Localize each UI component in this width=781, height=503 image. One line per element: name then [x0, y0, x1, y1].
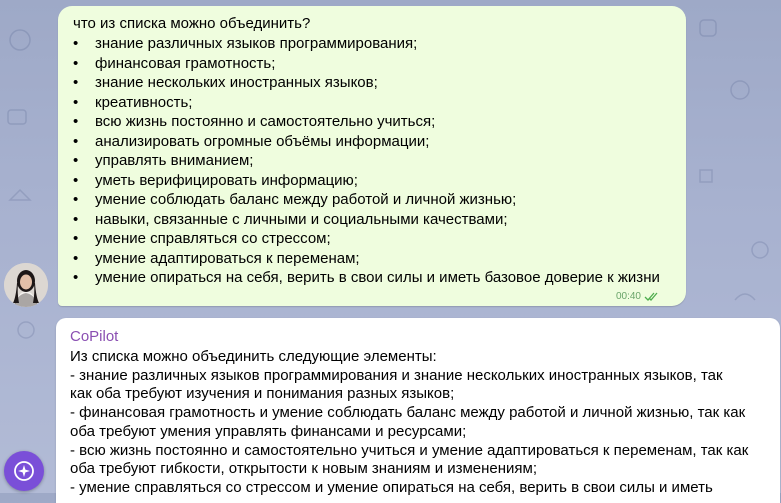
- message-line: как оба требуют изучения и понимания разных языков;: [70, 385, 455, 403]
- double-check-icon: [644, 292, 658, 301]
- list-item: [73, 93, 672, 113]
- avatar[interactable]: [4, 263, 48, 307]
- list-item-text: креативность;: [95, 93, 193, 111]
- bullet: •: [73, 249, 79, 267]
- bullet: •: [73, 54, 79, 72]
- list-item: [73, 249, 672, 269]
- list-item-text: уметь верифицировать информацию;: [95, 171, 358, 189]
- user-photo-icon: [4, 263, 48, 307]
- bullet: •: [73, 74, 79, 91]
- list-item-text: умение опираться на себя, верить в свои силы и иметь базовое доверие к жизни: [95, 269, 660, 286]
- bullet-list: [73, 34, 672, 288]
- bullet: •: [73, 230, 79, 247]
- list-item: [73, 229, 672, 249]
- list-item: [73, 34, 672, 54]
- list-item-text: управлять вниманием;: [95, 152, 254, 169]
- list-item-text: знание различных языков программирования;: [95, 35, 418, 52]
- list-item-text: умение справляться со стрессом;: [95, 230, 331, 247]
- message-meta: [616, 291, 658, 302]
- message-line: оба требуют умения управлять финансами и ресурсами;: [70, 422, 467, 440]
- outgoing-message-bubble[interactable]: [58, 6, 686, 306]
- list-item-text: всю жизнь постоянно и самостоятельно учиться;: [95, 113, 436, 130]
- copilot-sparkle-icon: [12, 459, 36, 483]
- message-question: что из списка можно объединить?: [73, 15, 311, 32]
- message-time: 00:40: [615, 291, 641, 302]
- list-item: [73, 54, 672, 74]
- list-item: [73, 132, 672, 152]
- message-line: оба требуют гибкости, открытости к новым знаниям и изменениям;: [70, 460, 538, 478]
- list-item: [73, 210, 672, 230]
- list-item: [73, 268, 672, 288]
- bullet: •: [73, 210, 79, 228]
- list-item-text: финансовая грамотность;: [95, 54, 276, 72]
- incoming-message-bubble[interactable]: [56, 318, 780, 503]
- bullet: •: [73, 35, 79, 52]
- list-item: [73, 151, 672, 171]
- message-line: - финансовая грамотность и умение соблюдать баланс между работой и личной жизнью, так как: [70, 404, 746, 422]
- bullet: •: [73, 152, 79, 169]
- list-item: [73, 73, 672, 93]
- list-item: [73, 190, 672, 210]
- bullet: •: [73, 191, 79, 208]
- message-line: - умение справляться со стрессом и умение опираться на себя, верить в свои силы и иметь: [70, 478, 713, 496]
- copilot-bot-button[interactable]: [4, 451, 44, 491]
- bullet: •: [73, 113, 79, 130]
- list-item-text: анализировать огромные объёмы информации;: [95, 132, 430, 150]
- list-item-text: навыки, связанные с личными и социальными качествами;: [95, 210, 508, 228]
- list-item-text: знание нескольких иностранных языков;: [95, 74, 378, 91]
- message-line: Из списка можно объединить следующие элементы:: [70, 348, 437, 365]
- bullet: •: [73, 93, 79, 111]
- list-item: [73, 112, 672, 132]
- message-line: - всю жизнь постоянно и самостоятельно учиться и умение адаптироваться к переменам, так как: [70, 441, 749, 459]
- bullet: •: [73, 132, 79, 150]
- list-item-text: умение соблюдать баланс между работой и личной жизнью;: [95, 191, 517, 208]
- list-item-text: умение адаптироваться к переменам;: [95, 249, 360, 267]
- sender-name[interactable]: CoPilot: [70, 328, 119, 345]
- message-line: - знание различных языков программирования и знание нескольких иностранных языков, так: [70, 366, 723, 384]
- bullet: •: [73, 269, 79, 286]
- bullet: •: [73, 171, 79, 189]
- list-item: [73, 171, 672, 191]
